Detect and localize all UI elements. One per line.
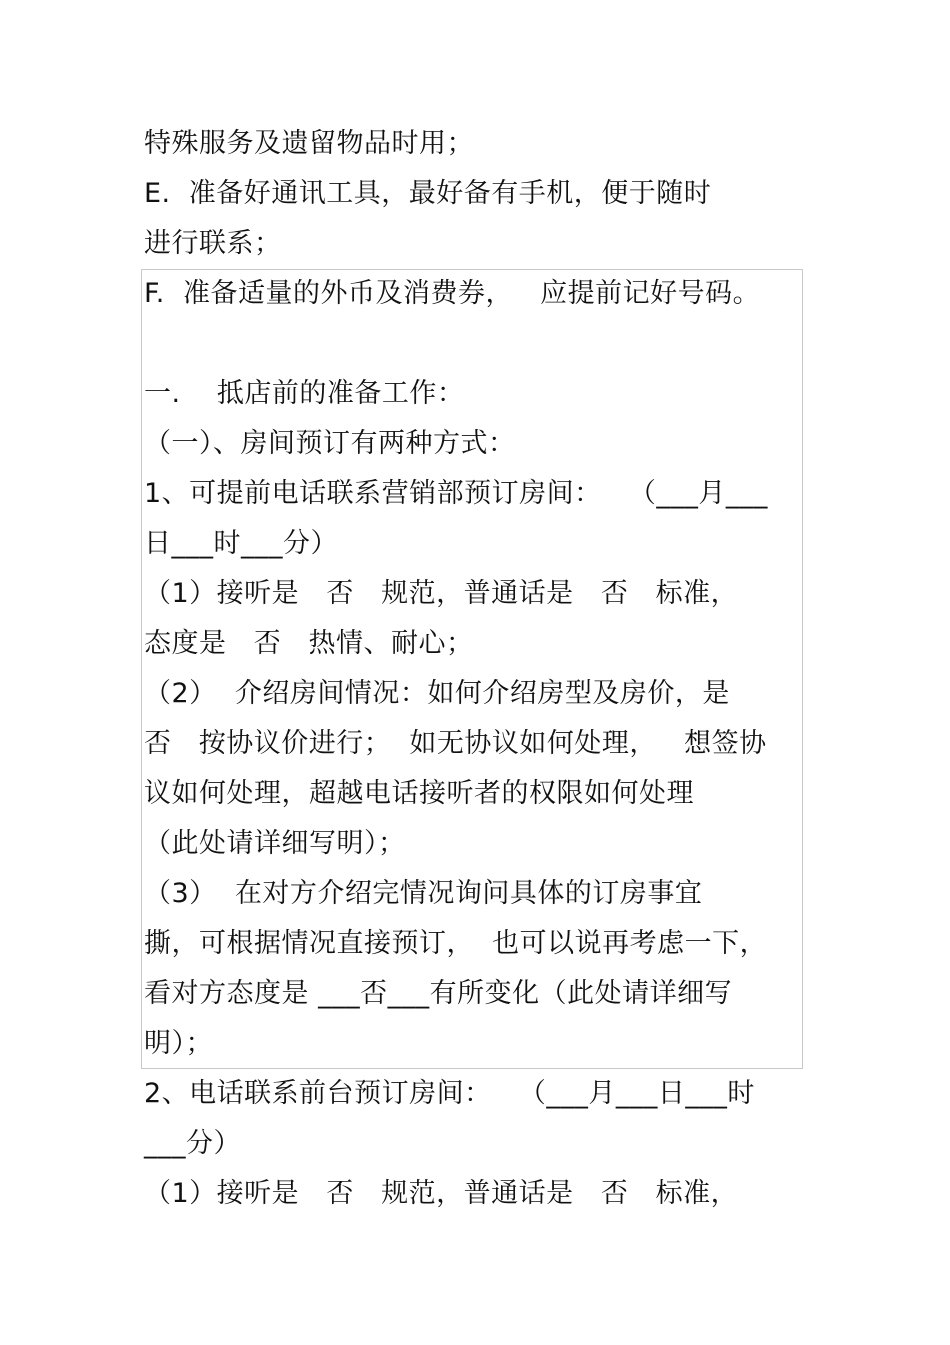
text-line: 态度是 否 热情、耐心； (144, 628, 474, 659)
text-line: F. 准备适量的外币及消费券， 应提前记好号码。 (144, 278, 761, 309)
text-line: （2） 介绍房间情况：如何介绍房型及房价，是 (144, 678, 730, 709)
text-line: 特殊服务及遗留物品时用； (144, 128, 474, 159)
text-line: 2、电话联系前台预订房间： （___月___日___时 (144, 1078, 755, 1109)
text-line: 议如何处理，超越电话接听者的权限如何处理 (144, 778, 694, 809)
text-line: 1、可提前电话联系营销部预订房间： （___月___ (144, 478, 768, 509)
text-line: 否 按协议价进行； 如无协议如何处理， 想签协 (144, 728, 767, 759)
text-line: （1）接听是 否 规范，普通话是 否 标准， (144, 1178, 739, 1209)
text-line: ___分） (144, 1128, 241, 1159)
text-line: （3） 在对方介绍完情况询问具体的订房事宜 (144, 878, 703, 909)
text-line: 看对方态度是 ___否___有所变化（此处请详细写 (144, 978, 733, 1009)
text-line: （此处请详细写明）； (144, 828, 406, 859)
section-heading: 一. 抵店前的准备工作： (144, 378, 465, 409)
subsection-heading: （一）、房间预订有两种方式： (144, 428, 516, 459)
text-line: 进行联系； (144, 228, 282, 259)
text-line: E. 准备好通讯工具，最好备有手机，便于随时 (144, 178, 712, 209)
text-line: 撕，可根据情况直接预订， 也可以说再考虑一下， (144, 928, 768, 959)
text-line: 明）； (144, 1028, 213, 1059)
text-line: 日___时___分） (144, 528, 338, 559)
text-line: （1）接听是 否 规范，普通话是 否 标准， (144, 578, 739, 609)
